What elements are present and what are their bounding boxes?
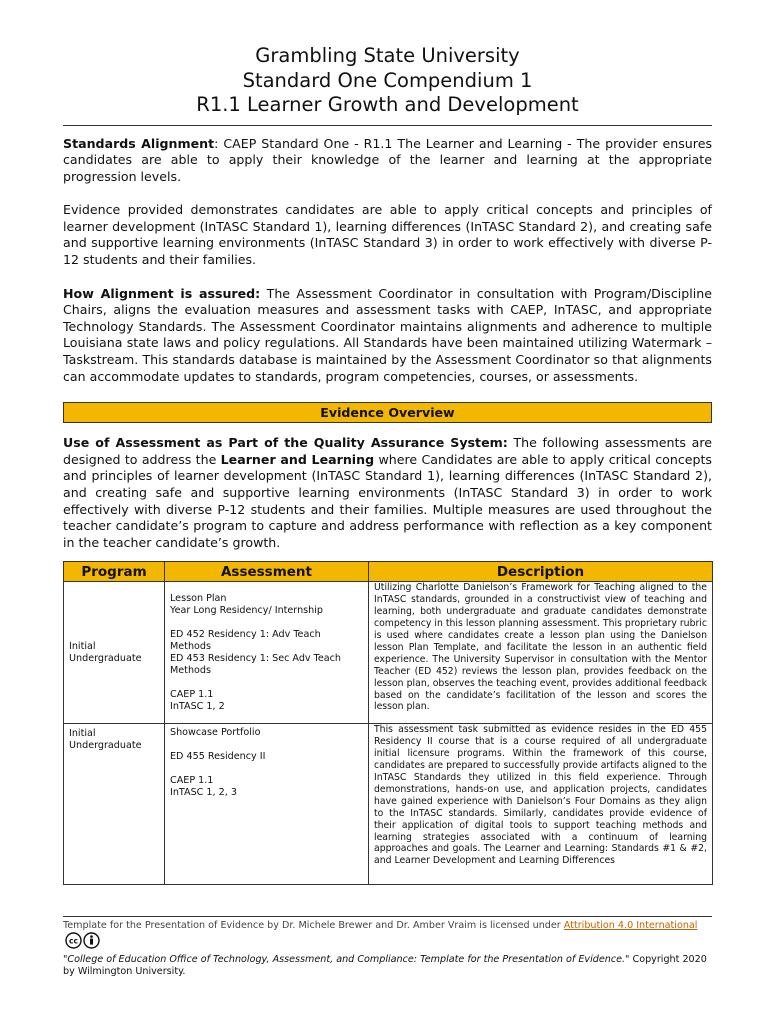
- description-cell: [369, 724, 713, 885]
- assessment-line: ED 455 Residency II: [170, 751, 266, 763]
- license-link[interactable]: Attribution 4.0 International: [563, 920, 698, 931]
- assessment-line: [170, 763, 363, 775]
- assessment-line: [170, 677, 363, 689]
- standards-alignment-text: : CAEP Standard One - R1.1 The Learner and Learning - The provider ensures candidates are able to apply their knowledge of the learner and learning at the appropriate progression levels.: [63, 135, 713, 184]
- license-text: Template for the Presentation of Evidence by Dr. Michele Brewer and Dr. Amber Vraim is licensed under: [63, 920, 564, 931]
- header-assessment: Assessment: [165, 562, 369, 582]
- use-of-assessment-paragraph: [63, 435, 712, 551]
- assessment-line: InTASC 1, 2: [170, 701, 225, 713]
- use-of-assessment-bold: Learner and Learning: [220, 451, 375, 467]
- citation-copyright: Copyright 2020 by Wilmington University.: [63, 954, 707, 977]
- header-program: Program: [64, 562, 165, 582]
- footer: [63, 916, 712, 978]
- table-row: [64, 582, 713, 724]
- document-page: [63, 44, 712, 885]
- assessment-line: ED 453 Residency 1: Sec Adv Teach Methods: [170, 653, 342, 677]
- header-line-2: Standard One Compendium 1: [242, 68, 533, 92]
- standards-alignment-label: Standards Alignment: [63, 135, 215, 151]
- table-header-row: [64, 562, 713, 582]
- header-line-1: Grambling State University: [255, 44, 520, 67]
- header-description: Description: [369, 562, 713, 582]
- citation: [63, 954, 712, 978]
- use-of-assessment-text-b: where Candidates are able to apply critical concepts and principles of learner development (InTASC Standard 1), learning differences (InTASC Standard 2), and creating safe and supportive learning environments (InTASC Standard 3) in order to work effectively with diverse P-12 students and their families. Multiple measures are used throughout the teacher candidate’s program to capture and address performance with reflection as a key component in the teacher candidate’s growth.: [63, 451, 712, 550]
- svg-text:cc: cc: [69, 936, 78, 946]
- creative-commons-icon: [65, 932, 101, 953]
- evidence-paragraph: Evidence provided demonstrates candidates are able to apply critical concepts and principles of learner development (InTASC Standard 1), learning differences (InTASC Standard 2), and creating safe and supportive learning environments (InTASC Standard 3) in order to work effectively with diverse P-12 students and their families.: [63, 202, 712, 268]
- header-line-3: R1.1 Learner Growth and Development: [196, 93, 579, 116]
- program-cell: Initial Undergraduate: [64, 582, 165, 724]
- assessment-line: ED 452 Residency 1: Adv Teach Methods: [170, 629, 321, 653]
- program-cell: Initial Undergraduate: [64, 724, 165, 885]
- assessment-line: CAEP 1.1: [170, 689, 214, 701]
- assessment-line: Year Long Residency/ Internship: [170, 605, 323, 617]
- evidence-overview-bar: Evidence Overview: [63, 402, 712, 423]
- assessment-line: CAEP 1.1: [170, 775, 214, 787]
- description-cell: Utilizing Charlotte Danielson’s Framework for Teaching aligned to the InTASC standards, grounded in a constructivist view of teaching and learning, both undergraduate and graduate candidates demonstrate competency in this lesson planning assessment. This proprietary rubric is used where candidates create a lesson plan using the Danielson lesson Plan Template, and facilitate the lesson in an authentic field experience. The University Supervisor in consultation with the Mentor Teacher (ED 452) reviews the lesson plan, provides feedback on the lesson plan, observes the teaching event, provides additional feedback based on the candidate’s facilitation of the lesson and scores the lesson plan.: [369, 582, 713, 724]
- assessment-line: Lesson Plan: [170, 593, 227, 605]
- how-alignment-text: The Assessment Coordinator in consultation with Program/Discipline Chairs, aligns the evaluation measures and assessment tasks with CAEP, InTASC, and appropriate Technology Standards. The Assessment Coordinator maintains alignments and adherence to multiple Louisiana state laws and policy regulations. All Standards have been maintained utilizing Watermark – Taskstream. This standards database is maintained by the Assessment Coordinator so that alignments can accommodate updates to standards, program competencies, courses, or assessments.: [63, 285, 713, 384]
- assessment-cell: [165, 724, 369, 885]
- citation-italic: "College of Education Office of Technology, Assessment, and Compliance: Template for the Presentation of Evidence.": [63, 954, 630, 965]
- assessment-line: [170, 617, 363, 629]
- standards-alignment-paragraph: [63, 136, 712, 186]
- use-of-assessment-text-a: The following assessments are designed to address the: [63, 435, 712, 467]
- table-row: [64, 724, 713, 885]
- assessment-line: InTASC 1, 2, 3: [170, 787, 237, 799]
- use-of-assessment-label: Use of Assessment as Part of the Quality Assurance System:: [63, 435, 508, 451]
- description-text: This assessment task submitted as evidence resides in the ED 455 Residency II course that is a course required of all undergraduate initial licensure programs. Within the framework of this course, candidates are prepared to successfully provide artifacts aligned to the InTASC Standards they utilized in this field experience. Through demonstrations, hands-on use, and application projects, candidates have gained experience with Danielson’s Four Domains as they align to the InTASC standards. Similarly, candidates provide evidence of their application of digital tools to support teaching methods and learning strategies associated with a continuum of learning approaches and goals. The Learner and Learning: Standards #1 & #2, and Learner Development and Learning Differences: [374, 724, 707, 867]
- header-divider: [63, 125, 712, 126]
- license-line: [63, 920, 712, 953]
- how-alignment-label: How Alignment is assured:: [63, 285, 261, 301]
- assessment-table: [63, 561, 713, 885]
- how-alignment-paragraph: [63, 286, 712, 386]
- assessment-cell: [165, 582, 369, 724]
- assessment-line: Showcase Portfolio: [170, 727, 261, 739]
- assessment-line: [170, 739, 363, 751]
